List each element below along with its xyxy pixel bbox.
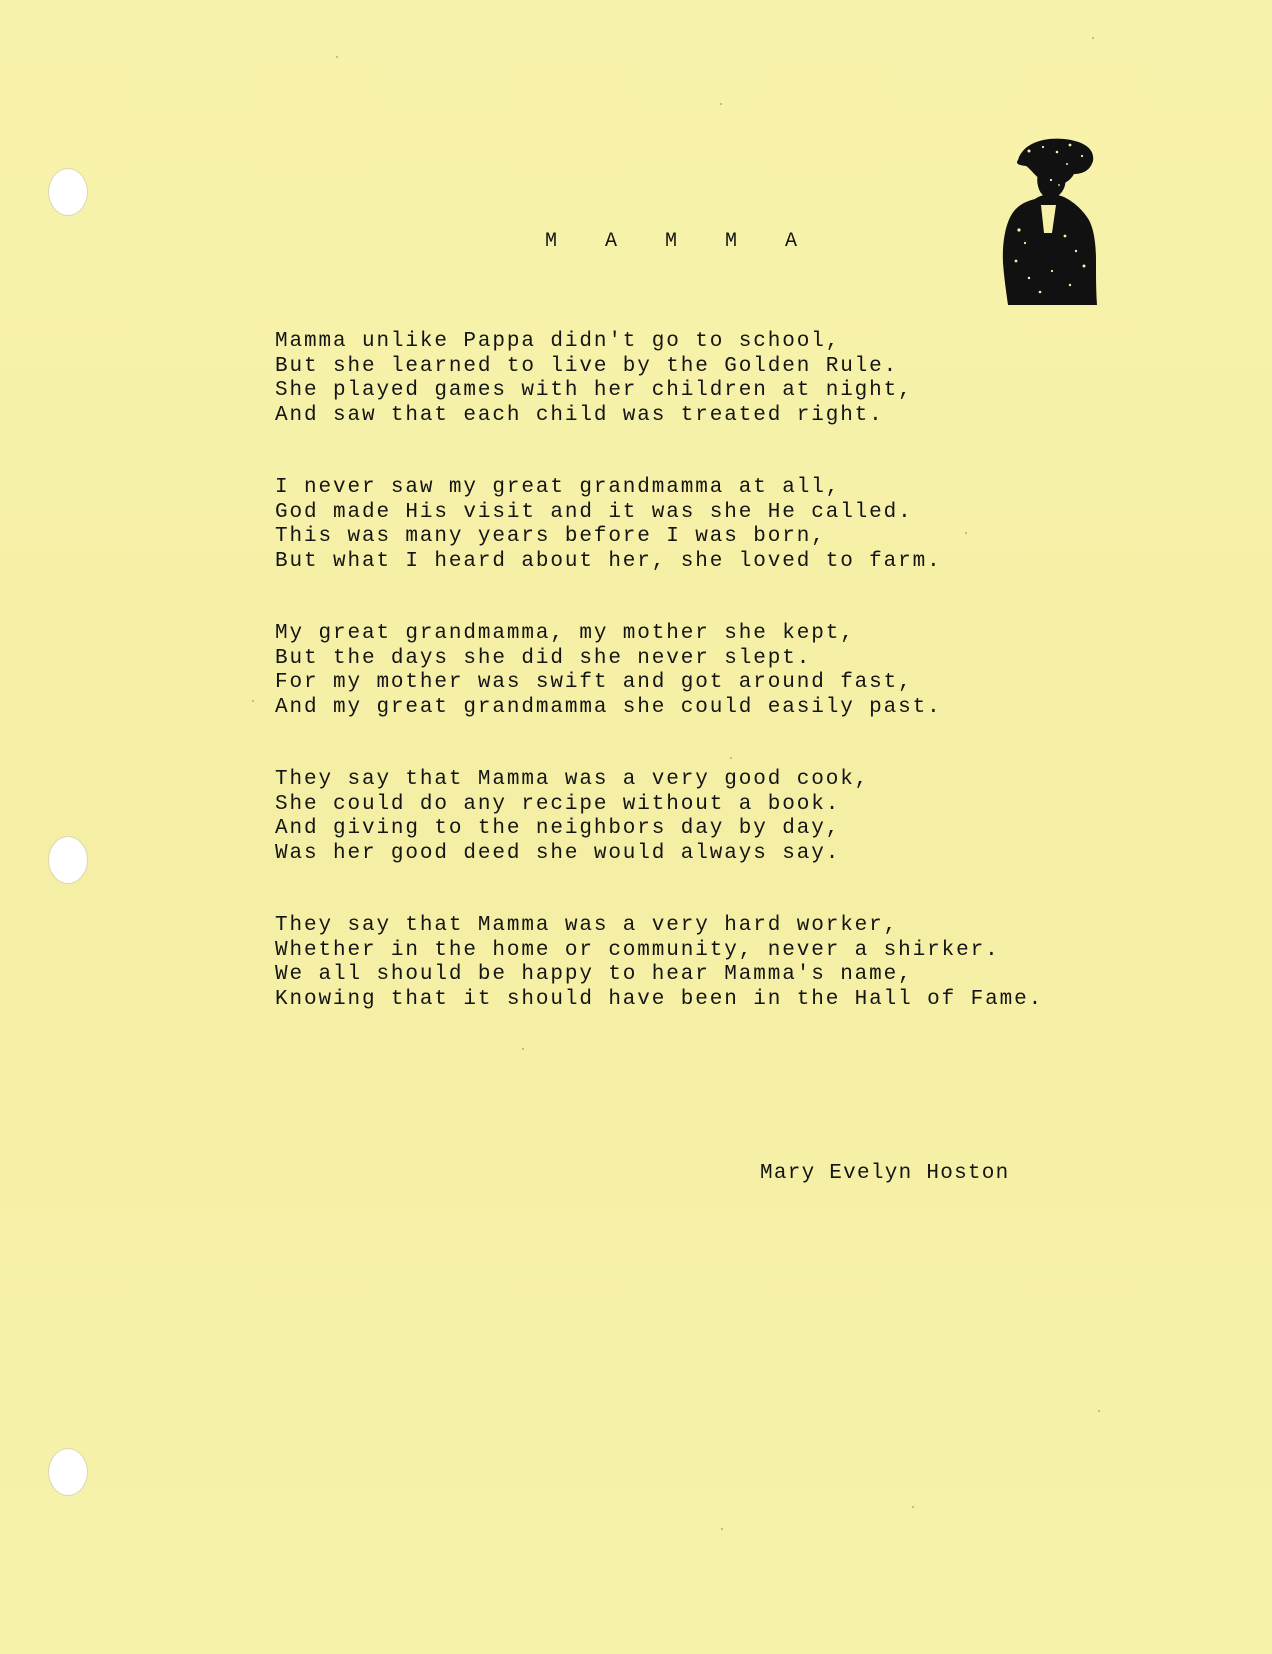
- stanza: [275, 622, 1095, 720]
- portrait-illustration: [998, 135, 1098, 310]
- stanza: [275, 914, 1095, 1012]
- poem-line: I never saw my great grandmamma at all,: [275, 476, 841, 499]
- poem-line: And my great grandmamma she could easily past.: [275, 695, 942, 719]
- poem-line: But the days she did she never slept.: [275, 646, 812, 670]
- paper-speck: [721, 1528, 723, 1530]
- paper-speck: [522, 1048, 524, 1050]
- poem-line: Whether in the home or community, never a shirker.: [275, 938, 1000, 962]
- stanza: [275, 476, 1095, 574]
- poem-title: M A M M A: [545, 230, 816, 253]
- poem-line: We all should be happy to hear Mamma's name,: [275, 963, 913, 986]
- poem-line: And saw that each child was treated right.: [275, 403, 884, 427]
- paper-speck: [336, 56, 338, 58]
- punch-hole: [48, 836, 88, 884]
- poem-line: She played games with her children at night,: [275, 379, 913, 402]
- paper-speck: [720, 103, 722, 105]
- poem-line: But she learned to live by the Golden Rule.: [275, 354, 899, 378]
- stanza: [275, 330, 1095, 428]
- poem-line: For my mother was swift and got around fast,: [275, 671, 913, 694]
- poem-line: They say that Mamma was a very good cook,: [275, 768, 870, 791]
- poem-line: Knowing that it should have been in the Hall of Fame.: [275, 987, 1044, 1011]
- poem-line: God made His visit and it was she He called.: [275, 500, 913, 524]
- punch-hole: [48, 168, 88, 216]
- paper-speck: [965, 532, 967, 534]
- poem-line: My great grandmamma, my mother she kept,: [275, 622, 855, 645]
- poem-line: This was many years before I was born,: [275, 525, 826, 548]
- poem-line: Mamma unlike Pappa didn't go to school,: [275, 330, 841, 353]
- poem-body: [275, 330, 1095, 1060]
- author-signature: Mary Evelyn Hoston: [760, 1162, 1010, 1185]
- punch-hole: [48, 1448, 88, 1496]
- paper-speck: [1092, 37, 1094, 39]
- stanza: [275, 768, 1095, 866]
- paper-speck: [252, 700, 254, 702]
- paper-speck: [1098, 1410, 1100, 1412]
- poem-line: She could do any recipe without a book.: [275, 792, 841, 816]
- paper-speck: [730, 757, 732, 759]
- poem-line: And giving to the neighbors day by day,: [275, 817, 841, 840]
- poem-line: Was her good deed she would always say.: [275, 841, 841, 865]
- poem-line: They say that Mamma was a very hard worker,: [275, 914, 899, 937]
- paper-speck: [912, 1506, 914, 1508]
- poem-line: But what I heard about her, she loved to farm.: [275, 549, 942, 573]
